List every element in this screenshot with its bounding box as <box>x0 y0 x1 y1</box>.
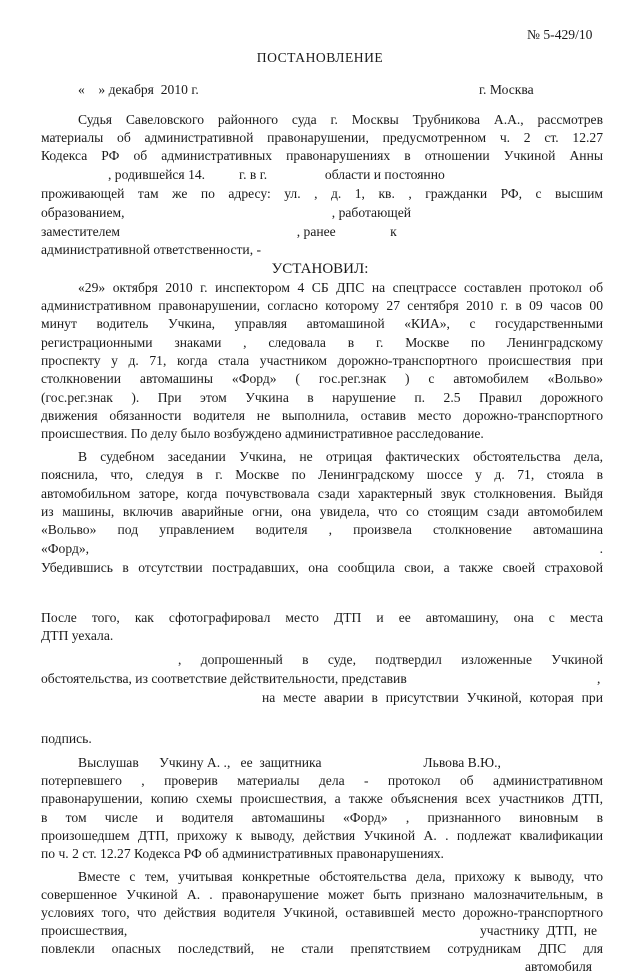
p1-line-5: проживающей там же по адресу: ул. , д. 1, кв. , гражданки РФ, с высшим <box>41 186 603 201</box>
p2-line-6: столкновении автомашины «Форд» ( гос.рег.знак ) с автомобилем «Вольво» <box>41 371 603 386</box>
p1-line-7: заместителем , ранее к <box>41 224 397 239</box>
p3-line-5: «Вольво» под управлением водителя , произвела столкновение автомашина <box>41 522 603 537</box>
p3-line-6: «Форд», . <box>41 541 603 556</box>
document-date: « » декабря 2010 г. <box>78 82 199 97</box>
p5-line-3: , <box>597 671 601 686</box>
p3-line-2: пояснила, что, следуя в г. Москве по Ленинградскому шоссе у д. 71, стояла в <box>41 467 603 482</box>
p2-line-2: административном правонарушении, согласно которому 27 сентября 2010 г. в 09 часов 00 <box>41 298 603 313</box>
p1-line-2: материалы об административной правонарушении, предусмотренном ч. 2 ст. 12.27 <box>41 130 603 145</box>
p6-line-5: произошедшем ДТП, прихожу к выводу, действия Учкиной А. . подлежат квалификации <box>41 828 603 843</box>
p7-line-2: совершенное Учкиной А. . правонарушение может быть признано малозначительным, в <box>41 887 603 902</box>
p3-line-1: В судебном заседании Учкина, не отрицая фактических обстоятельства дела, <box>78 449 603 464</box>
p4-line-2: ДТП уехала. <box>41 628 114 643</box>
p6-line-1: Выслушав Учкину А. ., ее защитника Львова В.Ю., <box>78 755 501 770</box>
p3-line-4: из машины, включив аварийные огни, она увидела, что со стоящим сзади автомобилем <box>41 504 603 519</box>
p1-line-4: , родившейся 14. г. в г. области и постоянно <box>108 167 445 182</box>
p1-line-8: административной ответственности, - <box>41 242 262 257</box>
p6-line-3: правонарушении, копию схемы происшествия, а также объяснения всех участников ДТП, <box>41 791 603 806</box>
document-title: ПОСТАНОВЛЕНИЕ <box>256 50 384 65</box>
p6-line-2: потерпевшего , проверив материалы дела - протокол об административном <box>41 773 603 788</box>
p3-line-7: Убедившись в отсутствии пострадавших, она сообщила свои, а также своей страховой <box>41 560 603 575</box>
p2-line-1: «29» октября 2010 г. инспектором 4 СБ ДПС на спецтрассе составлен протокол об <box>78 280 603 295</box>
p2-line-3: минут водитель Учкина, управляя автомашиной «КИА», с государственными <box>41 316 603 331</box>
case-number: № 5-429/10 <box>527 27 593 42</box>
p2-line-4: регистрационными знаками , следовала в г. Москве по Ленинградскому <box>41 335 603 350</box>
document-city: г. Москва <box>479 82 534 97</box>
p6-line-6: по ч. 2 ст. 12.27 Кодекса РФ об административных правонарушениях. <box>41 846 444 861</box>
section-heading: УСТАНОВИЛ: <box>271 261 369 277</box>
p4-line-1: После того, как сфотографировал место ДТП и ее автомашину, она с места <box>41 610 603 625</box>
p6-line-4: в том числе и водителя автомашины «Форд» , признанного виновным в <box>41 810 603 825</box>
p2-line-7: (гос.рег.знак ). При этом Учкина в нарушение п. 2.5 Правил дорожного <box>41 390 603 405</box>
p7-line-3: условиях того, что действия водителя Учкиной, оставившей место дорожно-транспортного <box>41 905 603 920</box>
p7-line-5: участнику ДТП, не <box>480 923 598 938</box>
p1-line-1: Судья Савеловского районного суда г. Москвы Трубникова А.А., рассмотрев <box>78 112 603 127</box>
p7-line-4: происшествия, <box>41 923 128 938</box>
p3-line-3: автомобильном заторе, когда почувствовала сзади характерный звук столкновения. Выйдя <box>41 486 603 501</box>
p2-line-8: движения обязанности водителя не выполнила, оставив место дорожно-транспортного <box>41 408 603 423</box>
p1-line-6: образованием, , работающей <box>41 205 412 220</box>
p2-line-9: происшествия. По делу было возбуждено административное расследование. <box>41 426 484 441</box>
p7-line-7: автомобиля <box>525 959 593 974</box>
p7-line-1: Вместе с тем, учитывая конкретные обстоятельства дела, прихожу к выводу, что <box>78 869 603 884</box>
p5-line-5: подпись. <box>41 731 92 746</box>
p5-line-2: обстоятельства, из соответствие действительности, представив <box>41 671 407 686</box>
p5-line-4: на месте аварии в присутствии Учкиной, которая при <box>262 690 603 705</box>
p1-line-3: Кодекса РФ об административных правонарушениях в отношении Учкиной Анны <box>41 148 603 163</box>
p5-line-1: , допрошенный в суде, подтвердил изложенные Учкиной <box>178 652 603 667</box>
p7-line-6: повлекли опасных последствий, не стали препятствием сотрудникам ДПС для <box>41 941 603 956</box>
p2-line-5: проспекту у д. 71, когда стала участником дорожно-транспортного происшествия при <box>41 353 603 368</box>
